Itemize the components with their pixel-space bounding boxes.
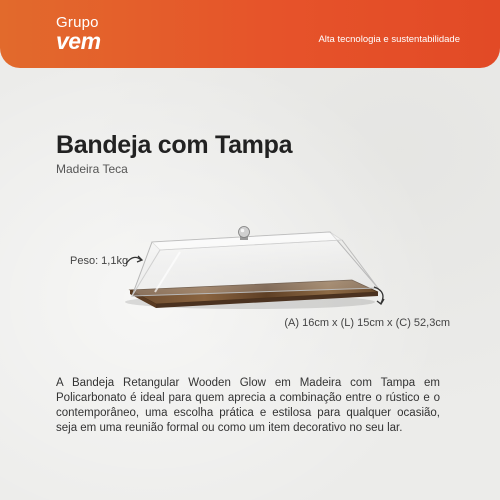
weight-label: Peso: 1,1kg xyxy=(70,255,129,267)
product-subtitle: Madeira Teca xyxy=(56,162,128,176)
product-description: A Bandeja Retangular Wooden Glow em Madeira com Tampa em Policarbonato é ideal para quem aprecia a combinação entre o rústico e o contemporâneo, uma escolha prática e estilosa para qualquer ocasião, seja em uma reunião formal ou como um item decorativo no seu lar. xyxy=(56,377,440,434)
dimension-arrow-icon xyxy=(369,284,391,308)
product-image xyxy=(120,222,390,322)
header-banner xyxy=(0,0,500,68)
tagline: Alta tecnologia e sustentabilidade xyxy=(318,34,460,45)
brand-logo: vem xyxy=(56,28,101,54)
brand-small-text: Grupo xyxy=(56,14,99,31)
page-title: Bandeja com Tampa xyxy=(56,131,293,159)
dimensions-label: (A) 16cm x (L) 15cm x (C) 52,3cm xyxy=(284,317,450,329)
